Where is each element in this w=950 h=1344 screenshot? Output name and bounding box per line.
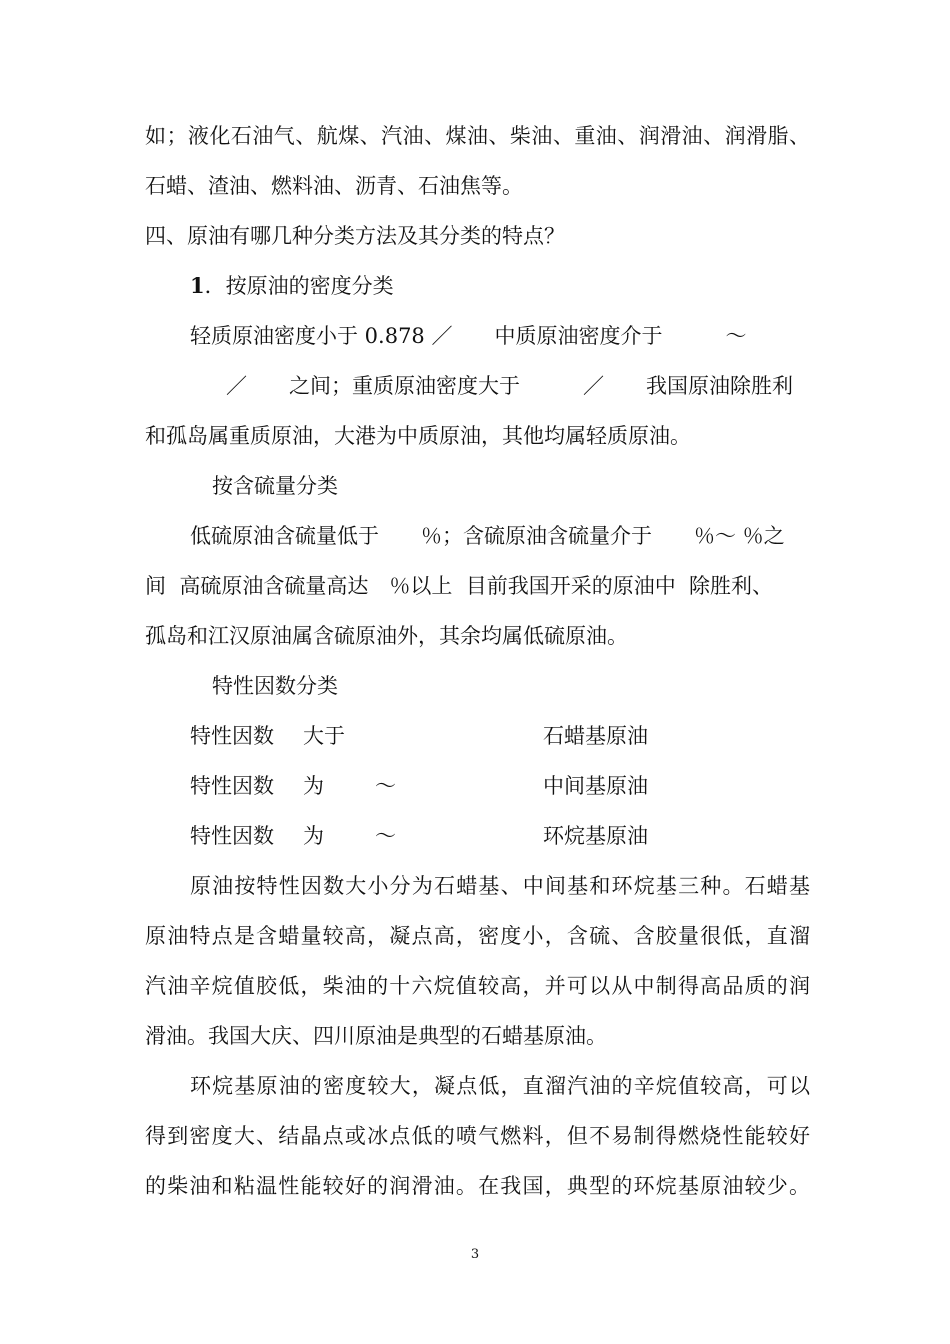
subsection-heading: 1．按原油的密度分类 <box>190 273 394 298</box>
text-line: 原油特点是含蜡量较高，凝点高，密度小，含硫、含胶量很低，直溜 <box>145 924 810 948</box>
text-line: 孤岛和江汉原油属含硫原油外，其余均属低硫原油。 <box>145 624 628 648</box>
factor-type: 中间基原油 <box>543 774 648 798</box>
page-number: 3 <box>470 1247 480 1262</box>
factor-relation: 大于 <box>303 724 345 748</box>
factor-label: 特性因数 <box>190 774 274 798</box>
text-line: 如；液化石油气、航煤、汽油、煤油、柴油、重油、润滑油、润滑脂、 <box>145 124 810 148</box>
subsection-heading: 特性因数分类 <box>212 674 338 698</box>
text-line: 石蜡、渣油、燃料油、沥青、石油焦等。 <box>145 174 523 198</box>
factor-relation: 为 <box>303 774 324 798</box>
factor-label: 特性因数 <box>190 824 274 848</box>
text-line: 的柴油和粘温性能较好的润滑油。在我国，典型的环烷基原油较少。 <box>145 1174 810 1198</box>
factor-range: ～ <box>375 824 396 848</box>
factor-type: 石蜡基原油 <box>543 724 648 748</box>
text-line: 间 高硫原油含硫量高达 ％以上 目前我国开采的原油中 除胜利、 <box>145 574 774 598</box>
text-line: 低硫原油含硫量低于 ％；含硫原油含硫量介于 ％～ ％之 <box>190 524 785 548</box>
factor-type: 环烷基原油 <box>543 824 648 848</box>
factor-relation: 为 <box>303 824 324 848</box>
text-line: 轻质原油密度小于 0.878 ／ 中质原油密度介于 ～ <box>190 324 747 348</box>
text-line: 滑油。我国大庆、四川原油是典型的石蜡基原油。 <box>145 1024 607 1048</box>
factor-range: ～ <box>375 774 396 798</box>
text-line: 和孤岛属重质原油，大港为中质原油，其他均属轻质原油。 <box>145 424 691 448</box>
text-line: 环烷基原油的密度较大，凝点低，直溜汽油的辛烷值较高，可以 <box>190 1074 810 1098</box>
text-line: 得到密度大、结晶点或冰点低的喷气燃料，但不易制得燃烧性能较好 <box>145 1124 810 1148</box>
factor-label: 特性因数 <box>190 724 274 748</box>
text-line: 汽油辛烷值胶低，柴油的十六烷值较高，并可以从中制得高品质的润 <box>145 974 810 998</box>
section-heading: 四、原油有哪几种分类方法及其分类的特点？ <box>145 224 565 248</box>
text-line: ／ 之间；重质原油密度大于 ／ 我国原油除胜利 <box>205 374 793 398</box>
subsection-heading: 按含硫量分类 <box>212 474 338 498</box>
text-line: 原油按特性因数大小分为石蜡基、中间基和环烷基三种。石蜡基 <box>190 874 810 898</box>
